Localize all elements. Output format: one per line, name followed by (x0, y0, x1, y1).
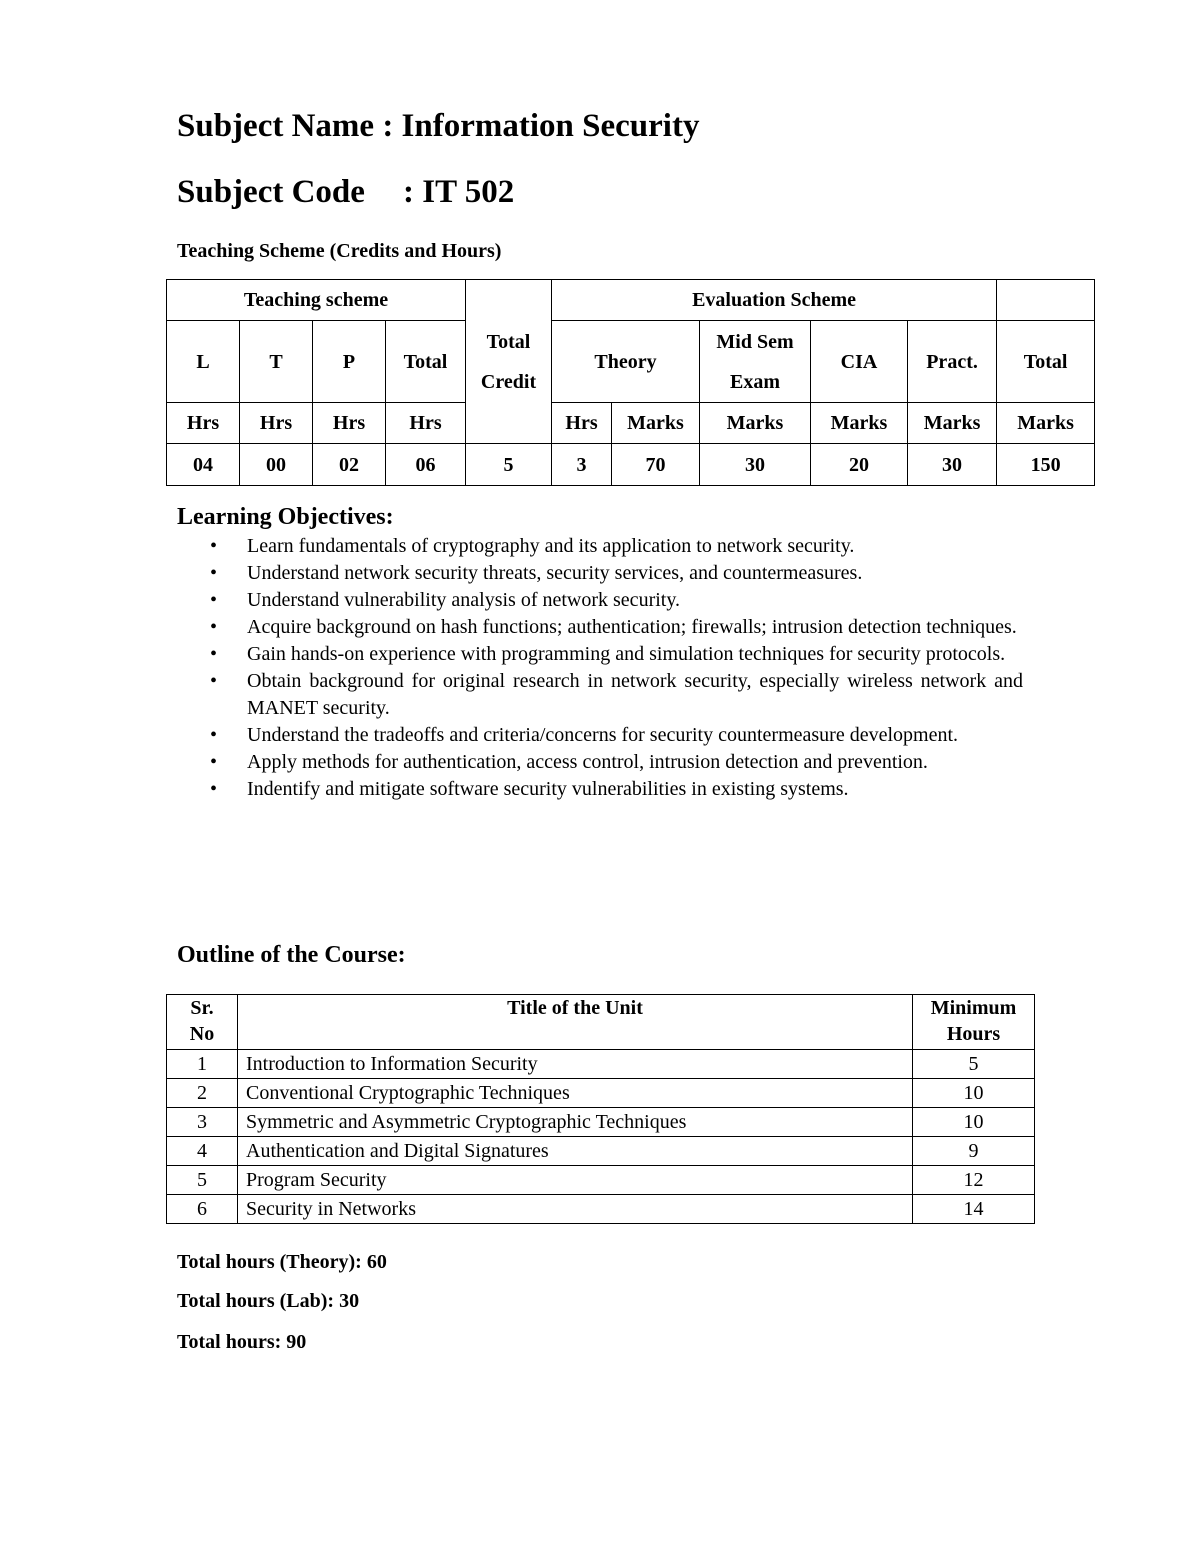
row-sr: 6 (167, 1195, 238, 1224)
subject-code-line (177, 174, 514, 211)
row-title: Conventional Cryptographic Techniques (238, 1079, 913, 1108)
bullet-icon: • (210, 562, 218, 584)
objective-text: Apply methods for authentication, access control, intrusion detection and prevention. (247, 751, 928, 773)
outline-header-row (167, 995, 1035, 1050)
outline-table (166, 994, 1035, 1224)
total-hours-all: Total hours: 90 (177, 1331, 307, 1353)
value-l: 04 (167, 444, 240, 486)
subject-code-value: : IT 502 (403, 174, 515, 210)
row-hours: 10 (913, 1108, 1035, 1137)
row-hours: 5 (913, 1050, 1035, 1079)
col-l: L (167, 321, 240, 403)
subject-name-value: : Information Security (382, 108, 700, 144)
row-title: Introduction to Information Security (238, 1050, 913, 1079)
col-t: T (240, 321, 313, 403)
value-theory-hrs: 3 (552, 444, 612, 486)
evaluation-scheme-header: Evaluation Scheme (552, 280, 997, 321)
header-sr-no (167, 995, 238, 1050)
header-sr-line1: Sr. (190, 997, 214, 1019)
objective-text: Acquire background on hash functions; authentication; firewalls; intrusion detection techniques. (247, 616, 1017, 638)
header-sr-line2: No (189, 1023, 215, 1045)
row-hours: 9 (913, 1137, 1035, 1166)
value-credit: 5 (466, 444, 552, 486)
unit-grand-total: Marks (997, 403, 1095, 444)
objective-text: Learn fundamentals of cryptography and its application to network security. (247, 535, 855, 557)
list-item (177, 641, 1023, 668)
header-hours-line1: Minimum (930, 997, 1017, 1019)
table-row (167, 1195, 1035, 1224)
unit-l: Hrs (167, 403, 240, 444)
unit-t: Hrs (240, 403, 313, 444)
header-title: Title of the Unit (238, 995, 913, 1050)
header-hours-line2: Hours (946, 1023, 1001, 1045)
list-item (177, 533, 1023, 560)
row-hours: 12 (913, 1166, 1035, 1195)
row-title: Symmetric and Asymmetric Cryptographic Techniques (238, 1108, 913, 1137)
subject-name-label: Subject Name (177, 108, 375, 144)
objective-text: Indentify and mitigate software security vulnerabilities in existing systems. (247, 778, 849, 800)
table-row (167, 1166, 1035, 1195)
total-credit-line2: Credit (480, 370, 537, 393)
teaching-scheme-caption: Teaching Scheme (Credits and Hours) (177, 240, 502, 262)
subject-name-line (177, 108, 699, 145)
col-p: P (313, 321, 386, 403)
list-item (177, 614, 1023, 641)
learning-objectives-heading: Learning Objectives: (177, 504, 394, 530)
value-grand-total: 150 (997, 444, 1095, 486)
bullet-icon: • (210, 724, 218, 746)
bullet-icon: • (210, 751, 218, 773)
learning-objectives-list (177, 533, 1023, 803)
objective-text: Understand network security threats, security services, and countermeasures. (247, 562, 863, 584)
header-hours (913, 995, 1035, 1050)
empty-header-cell (997, 280, 1095, 321)
objective-text: Obtain background for original research in network security, especially wireless network and MANET security. (247, 670, 1023, 719)
value-cia: 20 (811, 444, 908, 486)
bullet-icon: • (210, 670, 218, 692)
row-sr: 3 (167, 1108, 238, 1137)
col-theory: Theory (552, 321, 700, 403)
table-row (167, 1108, 1035, 1137)
table-row (167, 1137, 1035, 1166)
unit-theory-marks: Marks (612, 403, 700, 444)
table-row (167, 1079, 1035, 1108)
value-pract: 30 (908, 444, 997, 486)
unit-p: Hrs (313, 403, 386, 444)
list-item (177, 668, 1023, 722)
col-grand-total: Total (997, 321, 1095, 403)
col-midsem-line1: Mid Sem (716, 330, 794, 353)
value-midsem: 30 (700, 444, 811, 486)
row-title: Security in Networks (238, 1195, 913, 1224)
row-sr: 1 (167, 1050, 238, 1079)
col-total: Total (386, 321, 466, 403)
unit-midsem: Marks (700, 403, 811, 444)
unit-theory-hrs: Hrs (552, 403, 612, 444)
unit-cia: Marks (811, 403, 908, 444)
outline-heading: Outline of the Course: (177, 942, 406, 968)
row-sr: 4 (167, 1137, 238, 1166)
objective-text: Understand the tradeoffs and criteria/concerns for security countermeasure development. (247, 724, 959, 746)
row-hours: 14 (913, 1195, 1035, 1224)
total-credit-header (466, 280, 552, 444)
subject-code-label: Subject Code (177, 174, 365, 210)
col-midsem-line2: Exam (730, 370, 781, 393)
scheme-table (166, 279, 1095, 486)
list-item (177, 749, 1023, 776)
col-pract: Pract. (908, 321, 997, 403)
teaching-scheme-header: Teaching scheme (167, 280, 466, 321)
row-sr: 5 (167, 1166, 238, 1195)
row-title: Program Security (238, 1166, 913, 1195)
unit-total: Hrs (386, 403, 466, 444)
row-sr: 2 (167, 1079, 238, 1108)
value-p: 02 (313, 444, 386, 486)
bullet-icon: • (210, 643, 218, 665)
bullet-icon: • (210, 535, 218, 557)
value-theory-marks: 70 (612, 444, 700, 486)
row-title: Authentication and Digital Signatures (238, 1137, 913, 1166)
col-midsem (700, 321, 811, 403)
list-item (177, 587, 1023, 614)
list-item (177, 776, 1023, 803)
total-hours-lab: Total hours (Lab): 30 (177, 1290, 360, 1312)
bullet-icon: • (210, 778, 218, 800)
total-credit-line1: Total (486, 330, 531, 353)
list-item (177, 722, 1023, 749)
list-item (177, 560, 1023, 587)
value-t: 00 (240, 444, 313, 486)
unit-pract: Marks (908, 403, 997, 444)
row-hours: 10 (913, 1079, 1035, 1108)
value-total: 06 (386, 444, 466, 486)
total-hours-theory: Total hours (Theory): 60 (177, 1251, 387, 1273)
objective-text: Understand vulnerability analysis of network security. (247, 589, 681, 611)
table-row (167, 1050, 1035, 1079)
objective-text: Gain hands-on experience with programming and simulation techniques for security protocols. (247, 643, 1006, 665)
col-cia: CIA (811, 321, 908, 403)
bullet-icon: • (210, 589, 218, 611)
bullet-icon: • (210, 616, 218, 638)
